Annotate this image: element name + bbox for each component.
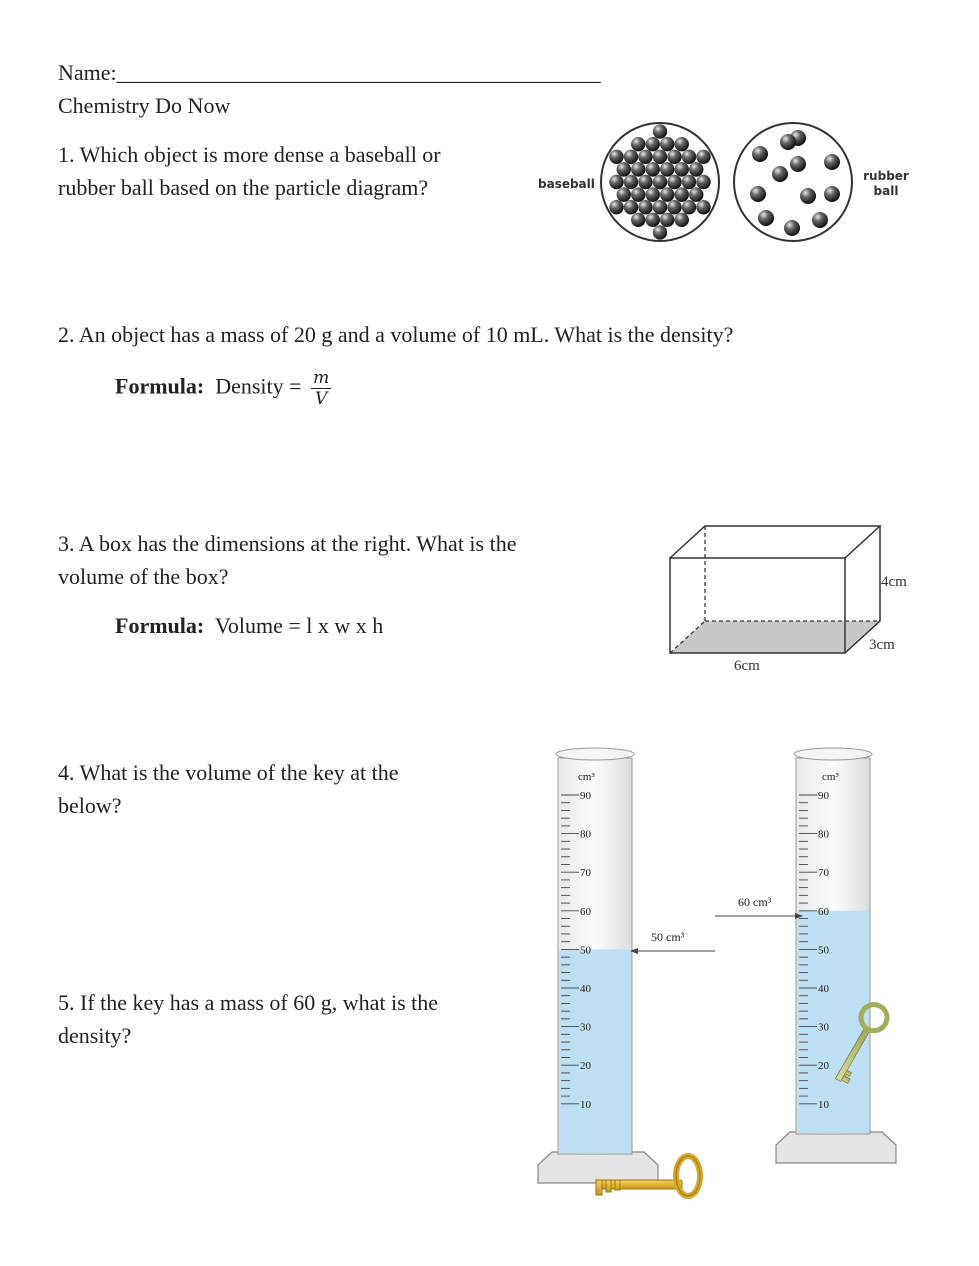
fraction-numerator: m	[313, 368, 330, 388]
baseball-particle	[682, 200, 696, 214]
q3-line1: 3. A box has the dimensions at the right. What is the	[58, 531, 517, 556]
q3-formula	[115, 609, 383, 642]
baseball-particle	[631, 162, 645, 176]
baseball-particle	[667, 175, 681, 189]
baseball-particle	[617, 162, 631, 176]
length-label: 6cm	[734, 658, 760, 674]
baseball-particle	[660, 213, 674, 227]
height-label: 4cm	[881, 574, 907, 590]
q2-text: 2. An object has a mass of 20 g and a volume of 10 mL. What is the density?	[58, 322, 734, 347]
tick-label: 50	[580, 944, 591, 957]
right-base	[776, 1132, 896, 1163]
cylinder-diagram	[520, 740, 920, 1210]
baseball-particle	[696, 175, 710, 189]
rubber-ball-particle	[784, 220, 800, 236]
tick-label: 90	[580, 790, 591, 802]
baseball-particle	[624, 200, 638, 214]
left-base	[538, 1152, 658, 1183]
baseball-label: baseball	[538, 177, 595, 191]
tick-label: 10	[580, 1098, 591, 1111]
tick-label: 40	[580, 983, 591, 995]
baseball-particle	[624, 150, 638, 164]
baseball-particle	[696, 150, 710, 164]
baseball-particle	[638, 175, 652, 189]
density-fraction	[311, 368, 331, 409]
right-unit: cm³	[822, 771, 839, 783]
baseball-particle	[653, 124, 667, 138]
rubber-ball-particle	[752, 146, 768, 162]
baseball-particle	[660, 187, 674, 201]
q4-line1: 4. What is the volume of the key at the	[58, 760, 399, 785]
fraction-denominator: V	[314, 389, 328, 409]
q1-line1: 1. Which object is more dense a baseball or	[58, 142, 441, 167]
baseball-particle	[675, 187, 689, 201]
q5-line2: density?	[58, 1023, 132, 1048]
baseball-particle	[696, 200, 710, 214]
baseball-particle	[609, 200, 623, 214]
baseball-particle	[631, 187, 645, 201]
baseball-particle	[660, 137, 674, 151]
baseball-particle	[617, 187, 631, 201]
name-label: Name:	[58, 60, 117, 85]
baseball-particle	[667, 150, 681, 164]
tick-label: 80	[580, 828, 591, 841]
baseball-particle	[624, 175, 638, 189]
baseball-particle	[638, 150, 652, 164]
q3-line2: volume of the box?	[58, 564, 229, 589]
q5-line1: 5. If the key has a mass of 60 g, what is the	[58, 990, 439, 1015]
rubber-ball-particle	[824, 186, 840, 202]
tick-label: 80	[818, 828, 829, 841]
right-rim	[794, 748, 872, 760]
baseball-particle	[682, 150, 696, 164]
q4-line2: below?	[58, 793, 122, 818]
tick-label: 60	[818, 905, 829, 918]
baseball-particle	[646, 213, 660, 227]
name-blank: ____________________________________________	[116, 60, 601, 85]
baseball-particle	[675, 162, 689, 176]
baseball-particle	[653, 200, 667, 214]
q2-formula-label: Formula:	[115, 373, 205, 399]
tick-label: 70	[818, 867, 829, 880]
baseball-particle	[675, 137, 689, 151]
right-water	[797, 911, 869, 1133]
baseball-particle	[689, 162, 703, 176]
page-title: Chemistry Do Now	[58, 93, 231, 118]
q2-formula	[115, 368, 331, 409]
left-reading: 50 cm³	[651, 930, 685, 944]
box-floor	[670, 621, 880, 653]
box-top	[670, 526, 880, 558]
particle-diagram	[530, 118, 920, 248]
tick-label: 20	[818, 1060, 829, 1073]
tick-label: 10	[818, 1098, 829, 1111]
rubber-ball-particle	[750, 186, 766, 202]
tick-label: 20	[580, 1060, 591, 1073]
baseball-particle	[689, 187, 703, 201]
baseball-particle	[646, 187, 660, 201]
q2-formula-text: Density =	[215, 373, 302, 399]
rubber-ball-particle	[824, 154, 840, 170]
q1-line2: rubber ball based on the particle diagram?	[58, 175, 429, 200]
left-rim	[556, 748, 634, 760]
baseball-particle	[653, 175, 667, 189]
rubber-ball-particle	[800, 188, 816, 204]
baseball-particle	[675, 213, 689, 227]
tick-label: 90	[818, 790, 829, 802]
baseball-particle	[653, 150, 667, 164]
baseball-particle	[682, 175, 696, 189]
baseball-particle	[609, 175, 623, 189]
rubber-ball-particle	[812, 212, 828, 228]
baseball-particle	[631, 213, 645, 227]
baseball-particle	[646, 137, 660, 151]
tick-label: 30	[818, 1021, 829, 1034]
name-line	[58, 56, 601, 89]
rubber-ball-particle	[758, 210, 774, 226]
rubber-ball-particle	[790, 156, 806, 172]
rubber-ball-particle	[780, 134, 796, 150]
baseball-particle	[653, 225, 667, 239]
tick-label: 50	[818, 944, 829, 957]
width-label: 3cm	[869, 637, 895, 653]
q3-formula-text: Volume = l x w x h	[214, 613, 384, 638]
tick-label: 40	[818, 983, 829, 995]
tick-label: 60	[580, 905, 591, 918]
right-reading: 60 cm³	[738, 895, 772, 909]
baseball-particle	[667, 200, 681, 214]
tick-label: 30	[580, 1021, 591, 1034]
right-cylinder	[776, 748, 896, 1163]
baseball-particle	[609, 150, 623, 164]
ball-label: ball	[873, 184, 899, 198]
q3-formula-label: Formula:	[115, 613, 205, 638]
tick-label: 70	[580, 867, 591, 880]
left-unit: cm³	[578, 771, 595, 783]
rubber-ball-particle	[772, 166, 788, 182]
box-diagram	[660, 520, 930, 680]
rubber-label: rubber	[863, 169, 909, 183]
baseball-particle	[638, 200, 652, 214]
left-cylinder	[538, 748, 658, 1183]
baseball-particle	[660, 162, 674, 176]
baseball-particle	[646, 162, 660, 176]
baseball-particle	[631, 137, 645, 151]
